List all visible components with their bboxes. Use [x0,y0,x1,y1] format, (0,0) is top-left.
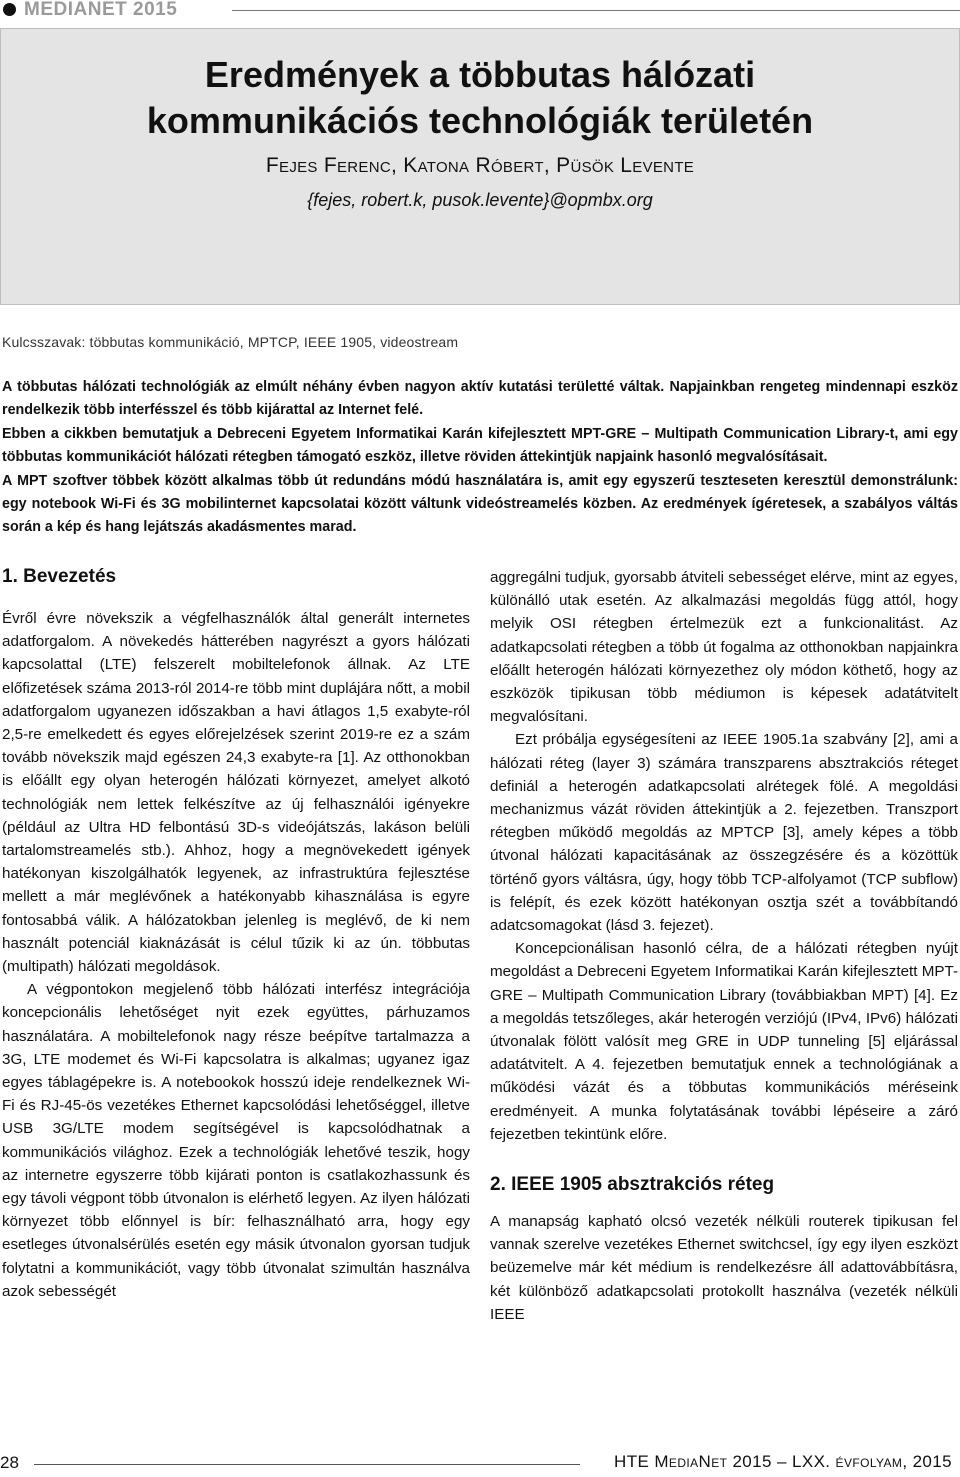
author-emails: {fejes, robert.k, pusok.levente}@opmbx.org [307,190,653,210]
abstract-paragraph: A MPT szoftver többek között alkalmas több út redundáns módú használatára is, amit egy egyszerű teszteseten keresztül demonstrálunk: egy notebook Wi-Fi és 3G mobilinternet kapcsolatai között váltunk videóstreamelés közben. Az eredmények ígéretesek, a szabályos váltás során a kép és hang lejátszás akadásmentes marad. [2,472,958,536]
bullet-icon [3,3,16,16]
paper-title-line1: Eredmények a többutas hálózati [204,54,756,95]
abstract [2,376,958,540]
section-heading: 2. IEEE 1905 absztrakciós réteg [490,1174,775,1196]
body-paragraph: Ezt próbálja egységesíteni az IEEE 1905.1a szabvány [2], ami a hálózati réteg (layer 3) számára transzparens absztrakciós réteget definiál a heterogén adatkapcsolati alrétegek fölé. A megoldási mechanizmus vázát röviden áttekintjük a 2. fejezetben. Transzport rétegben működő megoldás az MPTCP [3], amely képes a több útvonal hálózati kapacitásának az összegzésére és a közöttük történő gyors váltásra, úgy, hogy több TCP-alfolyamot (TCP subflow) is felépít, és ezek között hatékonyan osztja szét a továbbítandó adatcsomagokat (lásd 3. fejezet). [490,731,958,935]
keywords: Kulcsszavak: többutas kommunikáció, MPTCP, IEEE 1905, videostream [2,334,459,350]
body-paragraph: aggregálni tudjuk, gyorsabb átviteli sebességet elérve, mint az egyes, különálló utak esetén. Az alkalmazási megoldás függ attól, hogy melyik OSI rétegben értelmezük ezt a funkcionalitást. Az adatkapcsolati rétegben a több út fogalma az otthonokban napjainkra előállt heterogén hálózati környezethez oly módon köthető, hogy az eszközök tipikusan több médiumon is képesek adatátvitelt megvalósítani. [490,569,958,726]
authors: Fejes Ferenc, Katona Róbert, Püsök Levente [265,154,695,177]
page-number: 28 [0,1453,19,1472]
right-column [490,566,958,1326]
body-paragraph: A végpontokon megjelenő több hálózati interfész integrációja koncepcionális lehetőséget nyit ezek együttes, párhuzamos használatára. A mobiltelefonok nagy része beépítve tartalmazza a 3G, LTE modemet és Wi-Fi kapcsolatra is alkalmas; ugyanez igaz egyes táblagépekre is. A notebookok hosszú ideje rendelkeznek Wi-Fi és RJ-45-ös vezetékes Ethernet kapcsolódási lehetőséggel, illetve USB 3G/LTE modem segítségével is kapcsolódhatnak a kommunikációs világhoz. Ezek a technológiák lehetővé teszik, hogy az internetre egyszerre több kijárati ponton is csatlakozhassunk és egy távoli végpont több útvonalon is elérhető legyen. Az ilyen hálózati környezet több előnnyel is bír: felhasználható arra, hogy egy esetleges útvonalsérülés esetén egy másik útvonalon gyorsan tudjuk folytatni a kommunikációt, vagy több útvonalat szimultán használva azok sebességét [2,981,470,1300]
header-rule [232,10,960,11]
abstract-paragraph: A többutas hálózati technológiák az elmúlt néhány évben nagyon aktív kutatási területté váltak. Napjainkban rengeteg mindennapi eszköz rendelkezik több interfésszel és több kijárattal az Internet felé. [2,379,958,419]
journal-issue: HTE MediaNet 2015 – LXX. évfolyam, 2015 [614,1452,952,1471]
paper-title-line2: kommunikációs technológiák területén [146,100,814,141]
section-heading: 1. Bevezetés [2,566,117,587]
paper-title [0,52,960,144]
body-paragraph: Évről évre növekszik a végfelhasználók által generált internetes adatforgalom. A növekedés hátterében nagyrészt a gyors hálózati kapcsolattal (LTE) felszerelt mobiltelefonok állnak. Az LTE előfizetések száma 2013-ról 2014-re több mint duplájára nőtt, a mobil adatforgalom ugyanezen időszakban a havi átlagos 1,5 exabyte-ról 2,5-re emelkedett és egyes előrejelzések szerint 2019-re ez a szám tovább növekszik majd egészen 24,3 exabyte-ra [1]. Az otthonokban is előállt egy olyan heterogén hálózati környezet, amelyet alkotó technológiák nem lettek felkészítve az új felhasználói igényekre (például az Ultra HD felbontású 3D-s videójátszás, lakáson belüli tartalomstreamelés stb.). Ahhoz, hogy a megnövekedett igények hatékonyan kiszolgálhatók legyenek, az infrastruktúra fejlesztése mellett a már meglévőnek a hatékonyabb kihasználása is egyre fontosabbá válik. A hálózatokban jelenleg is meglévő, de ki nem használt potenciál kiaknázását is célul tűzik ki az ún. többutas (multipath) hálózati megoldások. [2,610,470,976]
journal-name: MEDIANET 2015 [24,0,178,20]
footer-rule [34,1464,580,1465]
body-paragraph: A manapság kapható olcsó vezeték nélküli routerek tipikusan fel vannak szerelve vezetékes Ethernet switchcsel, így egy ilyen eszközt beüzemelve már két médium is rendelkezésre áll adattovábbításra, két különböző adatkapcsolati protokollt használva (vezeték nélküli IEEE [490,1213,958,1323]
left-column [2,566,470,1303]
body-paragraph: Koncepcionálisan hasonló célra, de a hálózati rétegben nyújt megoldást a Debreceni Egyetem Informatikai Karán kifejlesztett MPT-GRE – Multipath Communication Library (továbbiakban MPT) [4]. Ez a megoldás tetszőleges, akár heterogén verziójú (IPv4, IPv6) hálózati útvonalak fölött valósít meg GRE in UDP tunneling [5] eljárással adatátvitelt. A 4. fejezetben bemutatjuk ennek a technológiának a működési vázát és a többutas kommunikációs méréseink eredményeit. A munka folytatásának további lépéseire a záró fejezetben tekintünk előre. [490,940,958,1143]
abstract-paragraph: Ebben a cikkben bemutatjuk a Debreceni Egyetem Informatikai Karán kifejlesztett MPT-GRE – Multipath Communication Library-t, ami egy többutas kommunikációt hálózati rétegben támogató eszköz, illetve röviden áttekintjük napjaink hasonló megvalósításait. [2,425,958,466]
running-header [0,0,960,22]
